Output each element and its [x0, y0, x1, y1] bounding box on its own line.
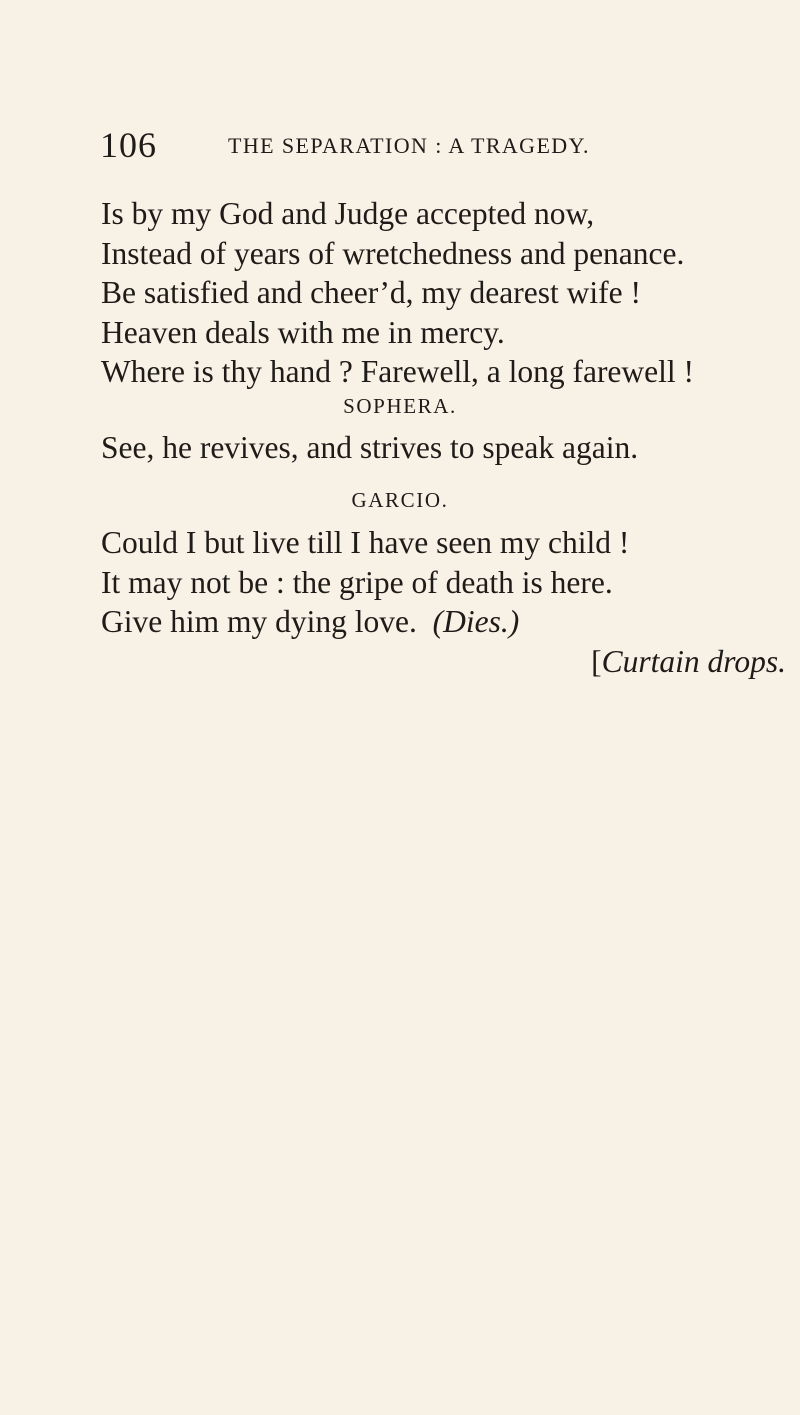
verse-passage-1	[101, 194, 721, 392]
sophera-speech	[101, 428, 721, 468]
verse-text: Give him my dying love.	[101, 604, 417, 639]
verse-line: Instead of years of wretchedness and penance.	[101, 235, 685, 271]
stage-direction-curtain	[591, 642, 786, 682]
running-title: THE SEPARATION : A TRAGEDY.	[228, 133, 590, 158]
verse-line: Be satisfied and cheer’d, my dearest wife !	[101, 275, 641, 310]
garcio-speech	[101, 523, 721, 642]
curtain-drops-text: Curtain drops.	[601, 644, 786, 679]
verse-line: Is by my God and Judge accepted now,	[101, 196, 595, 231]
speaker-name-garcio: GARCIO.	[351, 488, 449, 512]
page-header	[100, 124, 700, 174]
speaker-name-sophera: SOPHERA.	[343, 394, 457, 418]
verse-line: It may not be : the gripe of death is here.	[101, 564, 613, 600]
stage-direction-dies: (Dies.)	[432, 604, 520, 639]
verse-line: Where is thy hand ? Farewell, a long farewell !	[101, 354, 695, 389]
bracket-mark: [	[591, 644, 602, 679]
verse-line: See, he revives, and strives to speak again.	[101, 430, 639, 465]
verse-line-with-stage-direction	[101, 602, 721, 642]
verse-line: Could I but live till I have seen my child !	[101, 525, 630, 560]
page-number: 106	[100, 125, 157, 165]
verse-line: Heaven deals with me in mercy.	[101, 314, 505, 350]
